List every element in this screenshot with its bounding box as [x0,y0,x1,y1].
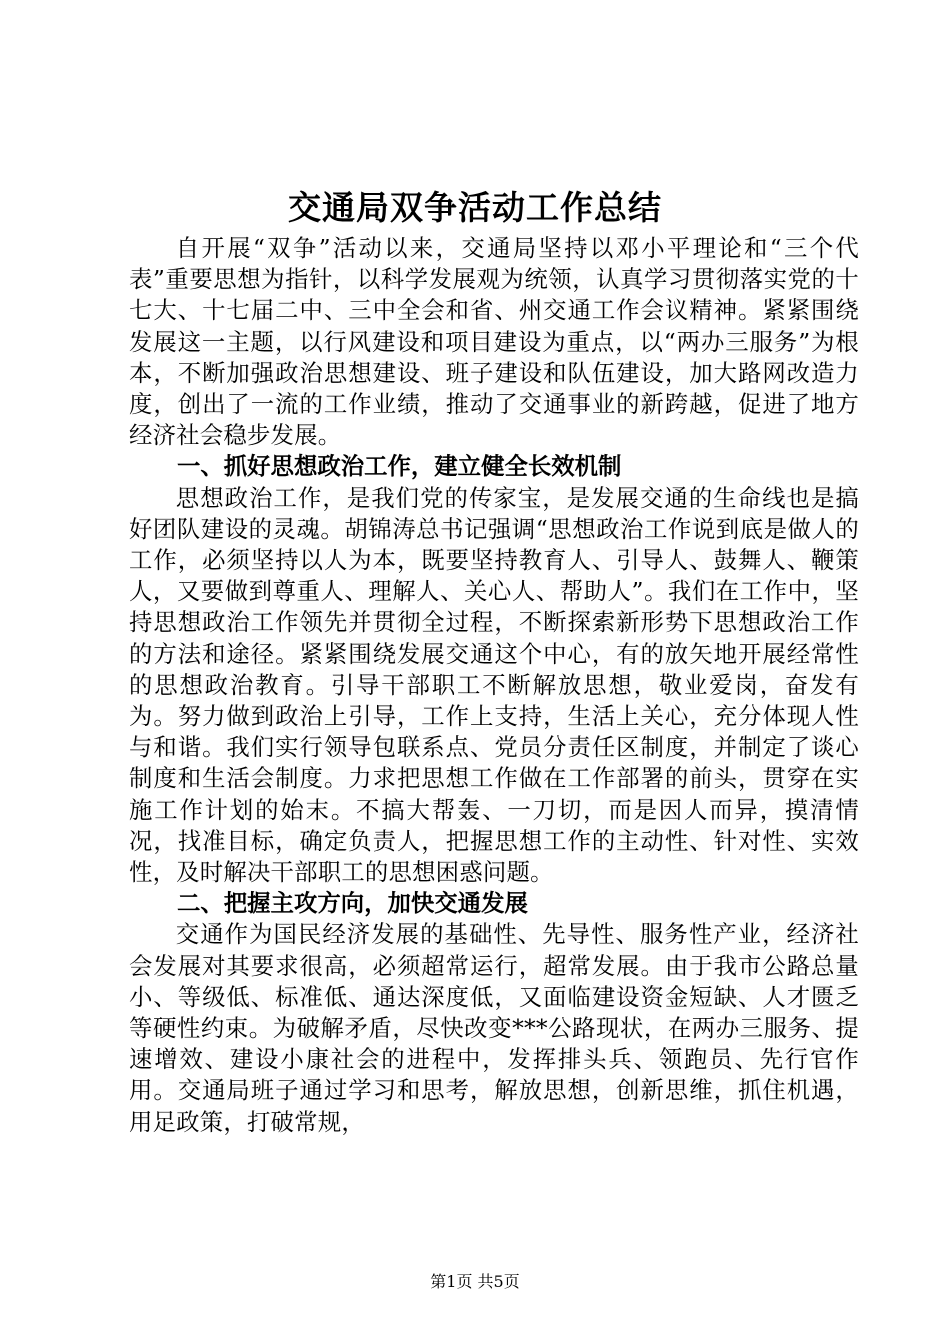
page-number-footer: 第1页 共5页 [430,1272,520,1291]
section-1-paragraph: 思想政治工作，是我们党的传家宝，是发展交通的生命线也是搞好团队建设的灵魂。胡锦涛总书记强调“思想政治工作说到底是做人的工作，必须坚持以人为本，既要坚持教育人、引导人、鼓舞人、鞭策人，又要做到尊重人、理解人、关心人、帮助人”。我们在工作中，坚持思想政治工作领先并贯彻全过程，不断探索新形势下思想政治工作的方法和途径。紧紧围绕发展交通这个中心，有的放矢地开展经常性的思想政治教育。引导干部职工不断解放思想，敬业爱岗，奋发有为。努力做到政治上引导，工作上支持，生活上关心，充分体现人性与和谐。我们实行领导包联系点、党员分责任区制度，并制定了谈心制度和生活会制度。力求把思想工作做在工作部署的前头，贯穿在实施工作计划的始末。不搞大帮轰、一刀切，而是因人而异，摸清情况，找准目标，确定负责人，把握思想工作的主动性、针对性、实效性，及时解决干部职工的思想困惑问题。 [129,483,859,887]
intro-paragraph: 自开展“双争”活动以来，交通局坚持以邓小平理论和“三个代表”重要思想为指针，以科学发展观为统领，认真学习贯彻落实党的十七大、十七届二中、三中全会和省、州交通工作会议精神。紧紧围绕发展这一主题，以行风建设和项目建设为重点，以“两办三服务”为根本，不断加强政治思想建设、班子建设和队伍建设，加大路网改造力度，创出了一流的工作业绩，推动了交通事业的新跨越，促进了地方经济社会稳步发展。 [129,234,859,450]
document-title: 交通局双争活动工作总结 [288,188,662,227]
section-2-paragraph: 交通作为国民经济发展的基础性、先导性、服务性产业，经济社会发展对其要求很高，必须超常运行，超常发展。由于我市公路总量小、等级低、标准低、通达深度低，又面临建设资金短缺、人才匮乏等硬性约束。为破解矛盾，尽快改变***公路现状，在两办三服务、提速增效、建设小康社会的进程中，发挥排头兵、领跑员、先行官作用。交通局班子通过学习和思考，解放思想，创新思维，抓住机遇，用足政策，打破常规， [129,920,859,1136]
section-2-heading: 二、把握主攻方向，加快交通发展 [177,889,528,918]
section-1-heading: 一、抓好思想政治工作，建立健全长效机制 [177,452,622,481]
document-body [129,233,859,1138]
